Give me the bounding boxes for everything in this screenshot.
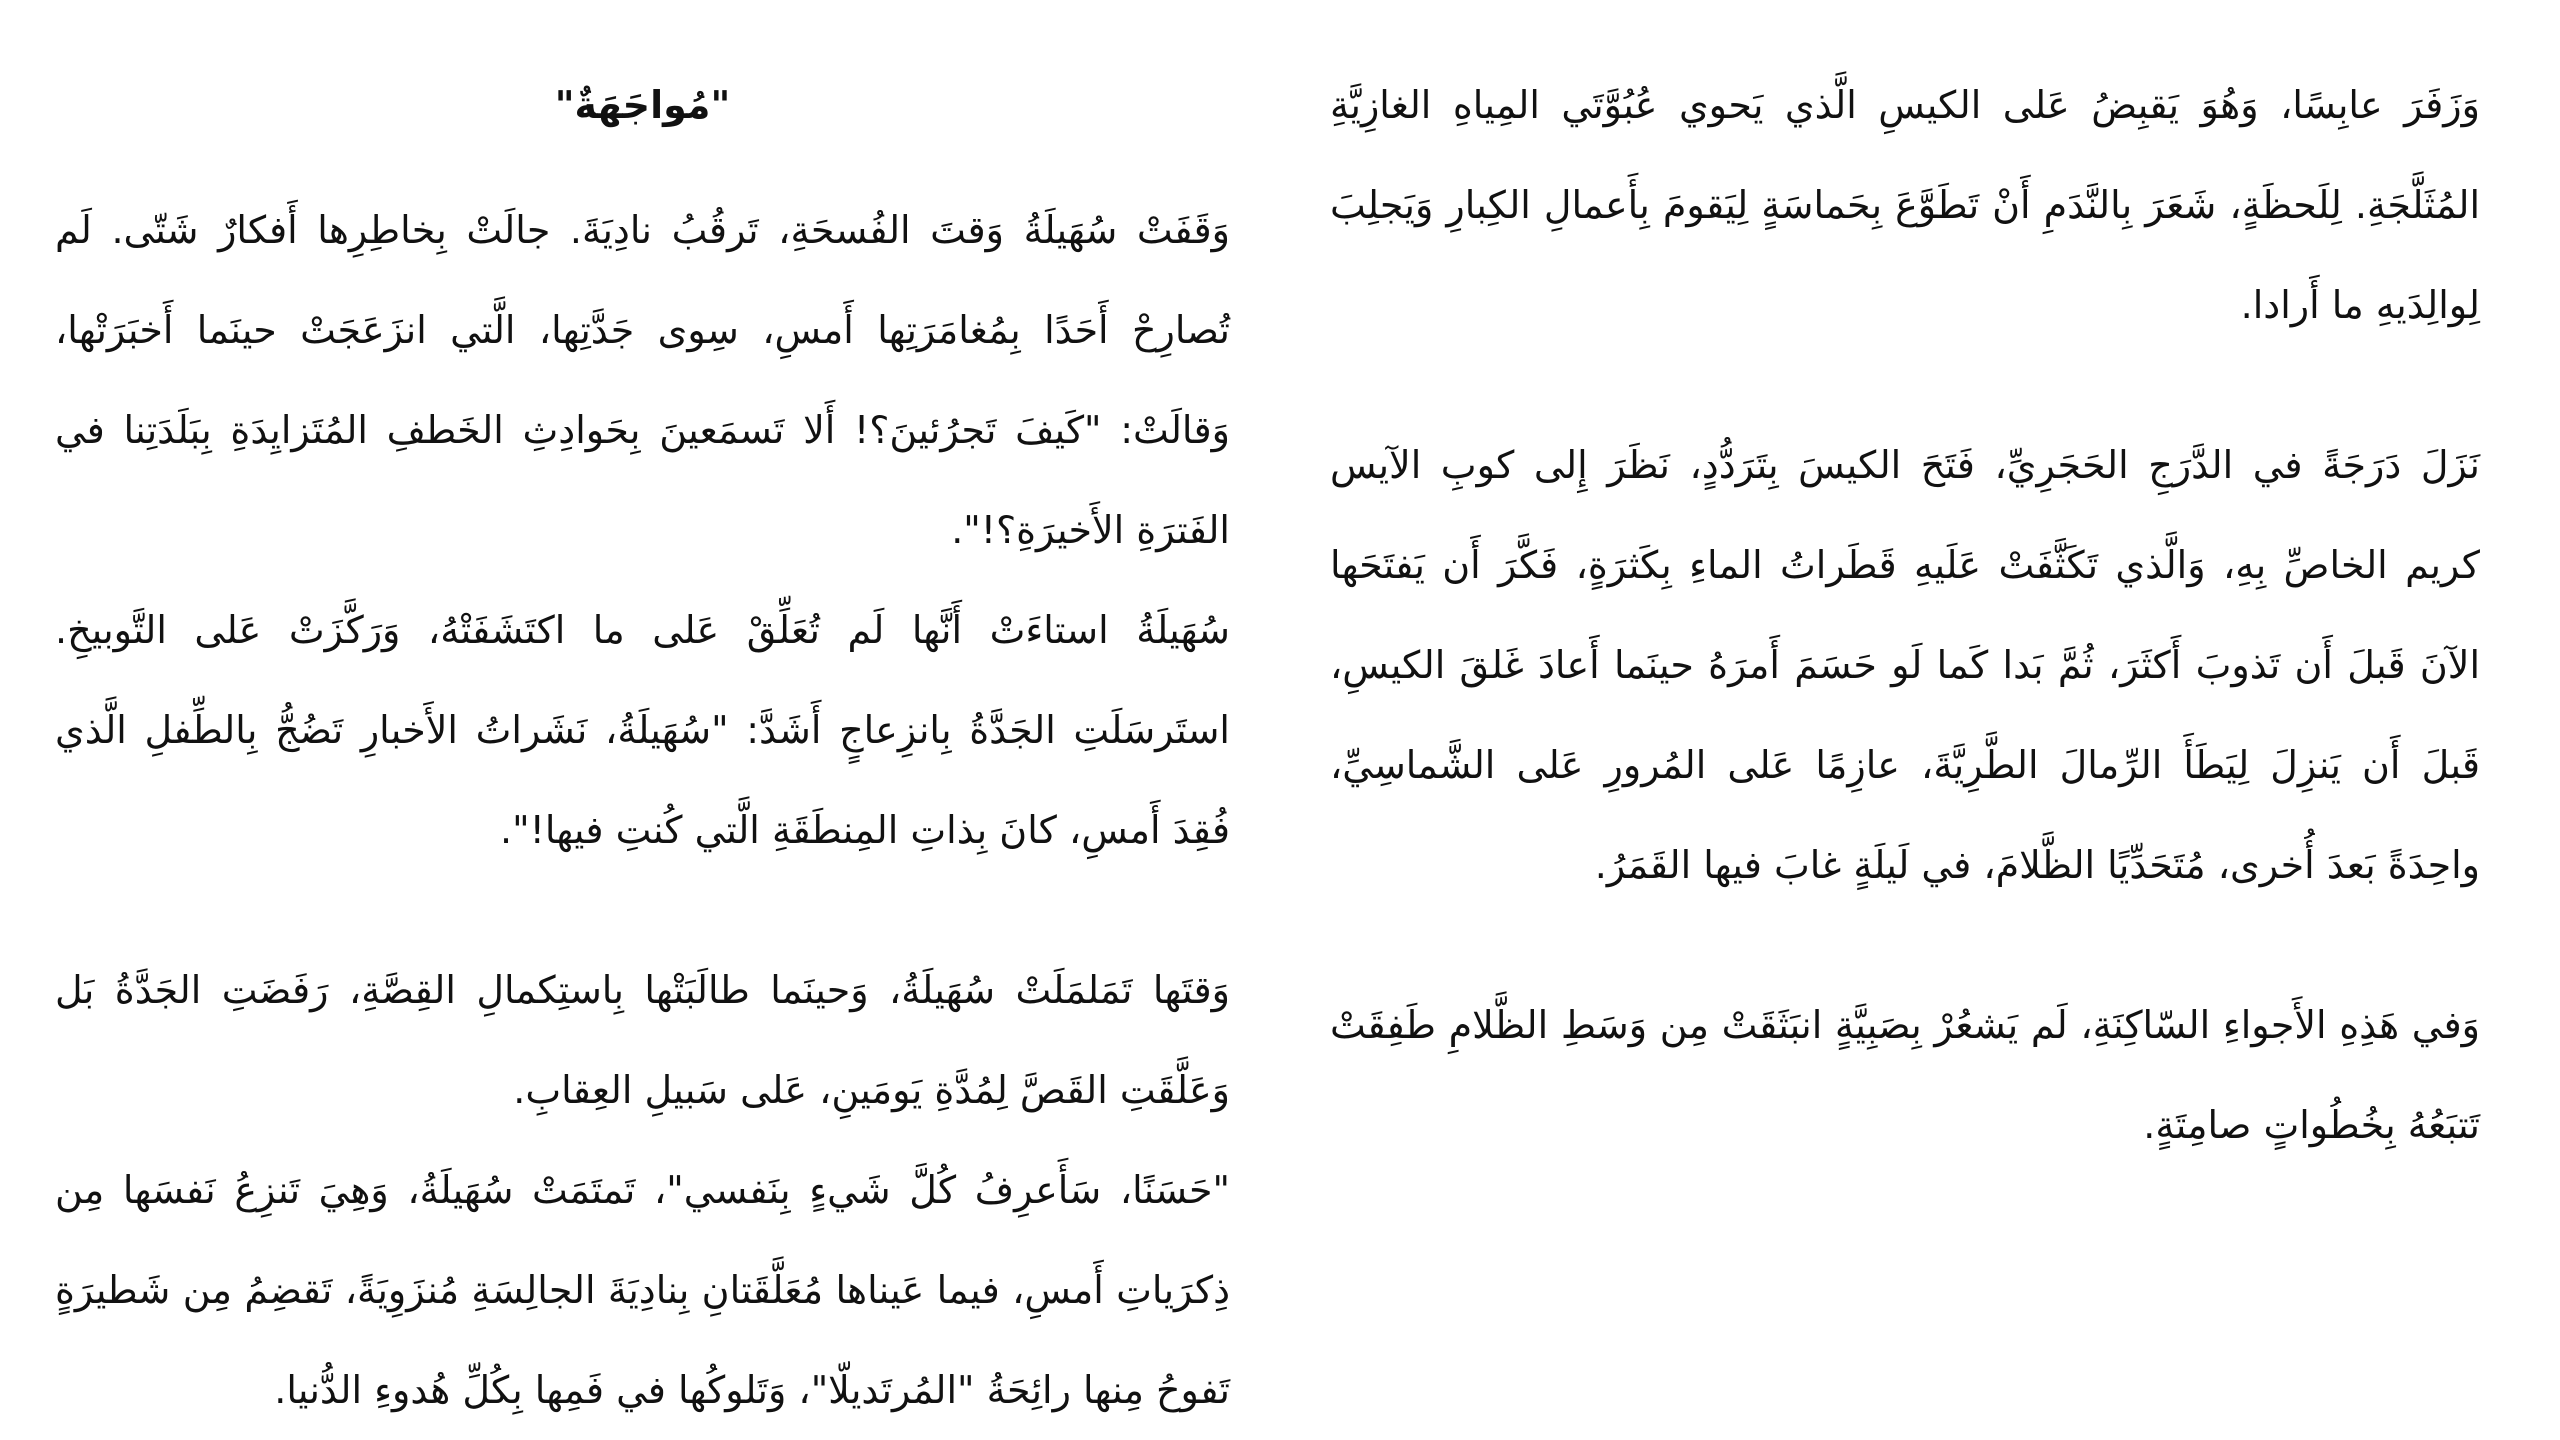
left-paragraph-4: "حَسَنًا، سَأَعرِفُ كُلَّ شَيءٍ بِنَفسي"، تَمتَمَتْ سُهَيلَةُ، وَهِيَ تَنزِعُ نَفسَها مِن ذِكرَياتِ أَمسِ، فيما عَيناها مُعَلَّقَتانِ بِنادِيَةَ الجالِسَةِ مُنزَوِيَةً، تَقضِمُ مِن شَطيرَةٍ تَفوحُ مِنها رائِحَةُ "المُرتَديلّا"، وَتَلوكُها في فَمِها بِكُلِّ هُدوءِ الدُّنيا. bbox=[55, 1168, 1230, 1412]
left-paragraph-3: وَقتَها تَمَلمَلَتْ سُهَيلَةُ، وَحينَما طالَبَتْها بِاستِكمالِ القِصَّةِ، رَفَضَتِ الجَدَّةُ بَل وَعَلَّقَتِ القَصَّ لِمُدَّةِ يَومَينِ، عَلى سَبيلِ العِقابِ. bbox=[55, 968, 1230, 1112]
right-paragraph-3: وَفي هَذِهِ الأَجواءِ السّاكِنَةِ، لَم يَشعُرْ بِصَبِيَّةٍ انبَثَقَتْ مِن وَسَطِ الظَّلامِ طَفِقَتْ تَتبَعُهُ بِخُطُواتٍ صامِتَةٍ. bbox=[1330, 1003, 2480, 1147]
right-paragraph-1: وَزَفَرَ عابِسًا، وَهُوَ يَقبِضُ عَلى الكيسِ الَّذي يَحوي عُبُوَّتَي المِياهِ الغازِيَّةِ المُثَلَّجَةِ. لِلَحظَةٍ، شَعَرَ بِالنَّدَمِ أَنْ تَطَوَّعَ بِحَماسَةٍ لِيَقومَ بِأَعمالِ الكِبارِ وَيَجلِبَ لِوالِدَيهِ ما أَرادا. bbox=[1330, 83, 2480, 327]
chapter-title: "مُواجَهَةٌ" bbox=[554, 83, 731, 127]
right-page bbox=[1330, 55, 2480, 1175]
left-page bbox=[55, 55, 1230, 1440]
right-paragraph-2: نَزَلَ دَرَجَةً في الدَّرَجِ الحَجَرِيِّ، فَتَحَ الكيسَ بِتَرَدُّدٍ، نَظَرَ إِلى كوبِ الآيس كريم الخاصِّ بِهِ، وَالَّذي تَكَثَّفَتْ عَلَيهِ قَطَراتُ الماءِ بِكَثرَةٍ، فَكَّرَ أَن يَفتَحَها الآنَ قَبلَ أَن تَذوبَ أَكثَرَ، ثُمَّ بَدا كَما لَو حَسَمَ أَمرَهُ حينَما أَعادَ غَلقَ الكيسِ، قَبلَ أَن يَنزِلَ لِيَطَأَ الرِّمالَ الطَّرِيَّةَ، عازِمًا عَلى المُرورِ عَلى الشَّماسِيِّ، واحِدَةً بَعدَ أُخرى، مُتَحَدِّيًا الظَّلامَ، في لَيلَةٍ غابَ فيها القَمَرُ. bbox=[1330, 443, 2480, 887]
left-paragraph-1: وَقَفَتْ سُهَيلَةُ وَقتَ الفُسحَةِ، تَرقُبُ نادِيَةَ. جالَتْ بِخاطِرِها أَفكارٌ شَتّى. لَم تُصارِحْ أَحَدًا بِمُغامَرَتِها أَمسِ، سِوى جَدَّتِها، الَّتي انزَعَجَتْ حينَما أَخبَرَتْها، وَقالَتْ: "كَيفَ تَجرُئينَ؟! أَلا تَسمَعينَ بِحَوادِثِ الخَطفِ المُتَزايِدَةِ بِبَلَدَتِنا في الفَترَةِ الأَخيرَةِ؟!". bbox=[55, 208, 1230, 552]
left-paragraph-2: سُهَيلَةُ استاءَتْ أَنَّها لَم تُعَلِّقْ عَلى ما اكتَشَفَتْهُ، وَرَكَّزَتْ عَلى التَّوبيخِ. استَرسَلَتِ الجَدَّةُ بِانزِعاجٍ أَشَدَّ: "سُهَيلَةُ، نَشَراتُ الأَخبارِ تَضُجُّ بِالطِّفلِ الَّذي فُقِدَ أَمسِ، كانَ بِذاتِ المِنطَقَةِ الَّتي كُنتِ فيها!". bbox=[55, 608, 1230, 852]
